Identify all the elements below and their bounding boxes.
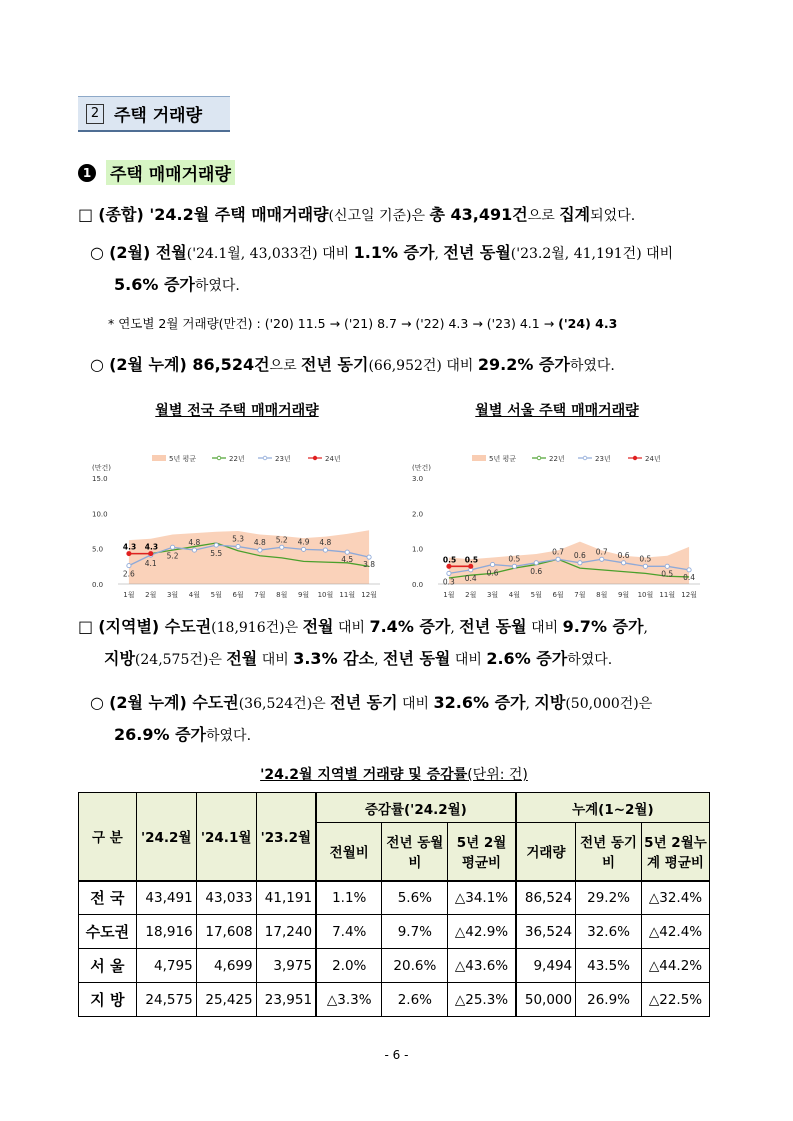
text: 지방: [104, 649, 135, 668]
y-tick-label: 10.0: [92, 510, 108, 519]
data-point: [534, 561, 538, 565]
paragraph-cumulative: [90, 352, 615, 375]
data-label: 0.6: [617, 550, 630, 560]
table-cell: △42.4%: [641, 915, 709, 949]
checkbox-mark: □: [78, 205, 94, 224]
text: 86,524건: [186, 355, 270, 374]
table-cell: 29.2%: [576, 881, 642, 915]
data-label: 4.8: [188, 538, 201, 548]
header-sub3: 5년 2월 평균비: [448, 823, 516, 881]
text: 은: [312, 696, 331, 712]
x-tick-label: 12월: [361, 591, 377, 599]
text: 은: [638, 696, 653, 712]
text: 은: [411, 208, 430, 224]
text: (종합): [98, 205, 144, 224]
text: 은: [284, 620, 303, 636]
page-number: - 6 -: [384, 1048, 409, 1062]
text: 1.1% 증가: [353, 243, 435, 262]
y-tick-label: 15.0: [92, 475, 108, 483]
data-point: [192, 548, 196, 552]
section-header: [78, 96, 230, 132]
text: (신고일 기준): [328, 208, 412, 224]
y-tick-label: 3.0: [412, 475, 424, 483]
x-tick-label: 1월: [443, 591, 455, 599]
text: ('23.2월, 41,191건): [510, 246, 642, 262]
text: (50,000건): [565, 696, 639, 712]
x-tick-label: 4월: [508, 591, 521, 599]
data-label: 4.3: [144, 542, 159, 552]
x-tick-label: 11월: [339, 591, 356, 599]
text: 전년 동월: [382, 649, 451, 668]
paragraph-regional-cont: [104, 646, 612, 669]
legend-label: 22년: [549, 455, 565, 463]
table-cell: 18,916: [136, 915, 196, 949]
text: 3.3% 감소: [293, 649, 375, 668]
table-row: [79, 881, 710, 915]
data-label: 3.8: [363, 560, 376, 570]
legend-marker: [537, 456, 541, 460]
legend-label: 24년: [645, 455, 661, 463]
data-label: 0.4: [683, 572, 696, 582]
section-number: 2: [86, 104, 104, 124]
table-cell: △34.1%: [448, 881, 516, 915]
text: 대비: [257, 652, 294, 668]
text: 되었다.: [590, 208, 636, 224]
x-tick-label: 6월: [552, 591, 564, 599]
data-point: [490, 562, 494, 566]
legend-marker: [633, 456, 637, 460]
legend-marker: [313, 456, 317, 460]
header-sub2: 전년 동월비: [382, 823, 448, 881]
legend-marker: [263, 456, 267, 460]
text: ('24.1월, 43,033건): [186, 246, 318, 262]
table-cell: △25.3%: [448, 983, 516, 1017]
legend-swatch: [152, 455, 166, 461]
data-label: 4.8: [319, 538, 332, 548]
text: 대비: [450, 652, 487, 668]
text: 2.6% 증가: [486, 649, 568, 668]
data-label: 0.7: [552, 547, 565, 557]
note-yearly: [108, 314, 617, 332]
regional-table: [78, 792, 710, 1017]
x-tick-label: 7월: [254, 591, 266, 599]
legend-label: 22년: [229, 455, 245, 463]
table-row: [79, 949, 710, 983]
paragraph-regional-cumulative: [90, 690, 652, 713]
text: 전월: [226, 649, 258, 668]
bullet-mark: ○: [90, 243, 104, 262]
table-cell: 43.5%: [576, 949, 642, 983]
text: 대비: [641, 246, 674, 262]
legend-label: 5년 평균: [489, 455, 516, 463]
table-cell: 4,699: [196, 949, 256, 983]
legend-marker: [217, 456, 221, 460]
data-label: 0.5: [442, 555, 457, 565]
data-label: 0.5: [464, 555, 479, 565]
table-cell: 86,524: [516, 881, 576, 915]
chart-national-svg: [86, 420, 388, 606]
text: 대비: [441, 358, 478, 374]
data-label: 5.2: [166, 551, 179, 561]
table-cell: 43,033: [196, 881, 256, 915]
x-tick-label: 2월: [465, 591, 477, 599]
table-cell: △42.9%: [448, 915, 516, 949]
x-tick-label: 1월: [123, 591, 135, 599]
text: 전년 동월: [459, 617, 527, 636]
paragraph-regional-cumulative-cont: [114, 722, 251, 745]
header-col3: '23.2월: [256, 793, 316, 881]
paragraph-february-cont: [114, 272, 240, 295]
header-col1: '24.2월: [136, 793, 196, 881]
table-cell: 36,524: [516, 915, 576, 949]
data-point: [447, 564, 451, 568]
data-label: 2.6: [122, 569, 135, 579]
paragraph-regional: [78, 614, 648, 637]
table-cell: 23,951: [256, 983, 316, 1017]
y-tick-label: 0.0: [412, 581, 424, 589]
data-label: 0.6: [530, 566, 543, 576]
header-col2: '24.1월: [196, 793, 256, 881]
text: ,: [374, 652, 383, 668]
data-point: [621, 561, 625, 565]
text: ,: [643, 620, 648, 636]
text: 으로: [269, 358, 302, 374]
text: (36,524건): [238, 696, 313, 712]
data-point: [323, 548, 327, 552]
x-tick-label: 8월: [596, 591, 608, 599]
text: 하였다.: [569, 358, 615, 374]
text: 대비: [333, 620, 370, 636]
table-row: [79, 983, 710, 1017]
table-cell: 9.7%: [382, 915, 448, 949]
data-point: [301, 547, 305, 551]
table-cell: 26.9%: [576, 983, 642, 1017]
x-tick-label: 10월: [637, 591, 654, 599]
table-cell: 9,494: [516, 949, 576, 983]
table-cell: 7.4%: [316, 915, 382, 949]
table-cell: 4,795: [136, 949, 196, 983]
data-label: 4.3: [122, 542, 137, 552]
chart-seoul-svg: [406, 420, 708, 606]
data-label: 4.8: [253, 538, 266, 548]
text: 32.6% 증가: [433, 693, 526, 712]
table-cell: 17,608: [196, 915, 256, 949]
legend-label: 23년: [595, 455, 611, 463]
data-label: 4.1: [144, 559, 157, 569]
row-header: 지 방: [79, 983, 137, 1017]
table-row: [79, 915, 710, 949]
header-group-cumulative: 누계(1~2월): [516, 793, 710, 823]
data-point: [236, 544, 240, 548]
row-header: 서 울: [79, 949, 137, 983]
table-cell: 50,000: [516, 983, 576, 1017]
chart-national: [86, 400, 388, 610]
text: (2월 누계): [109, 355, 187, 374]
table-cell: 2.0%: [316, 949, 382, 983]
text: 대비: [526, 620, 563, 636]
legend-label: 5년 평균: [169, 455, 196, 463]
section-title: 주택 거래량: [114, 106, 203, 126]
text: 전년 동월: [443, 243, 511, 262]
data-point: [578, 561, 582, 565]
x-tick-label: 4월: [188, 591, 201, 599]
table-cell: 25,425: [196, 983, 256, 1017]
table-cell: 41,191: [256, 881, 316, 915]
text: 집계: [559, 205, 591, 224]
text: 전월: [150, 243, 187, 262]
table-cell: △3.3%: [316, 983, 382, 1017]
chart-title: 월별 서울 주택 매매거래량: [475, 403, 639, 419]
header-sub6: 5년 2월누계 평균비: [641, 823, 709, 881]
table-cell: △43.6%: [448, 949, 516, 983]
row-header: 전 국: [79, 881, 137, 915]
series-area-5yr-avg: [449, 542, 689, 584]
text: 대비: [397, 696, 434, 712]
table-cell: 3,975: [256, 949, 316, 983]
data-label: 0.4: [464, 573, 477, 583]
text: (24,575건): [134, 652, 209, 668]
header-sub1: 전월비: [316, 823, 382, 881]
text: '24.2월 지역별 거래량 및 증감률: [260, 767, 468, 783]
text: 9.7% 증가: [562, 617, 644, 636]
text: ('24) 4.3: [558, 316, 618, 331]
data-point: [149, 552, 153, 556]
legend-label: 23년: [275, 455, 291, 463]
table-cell: 43,491: [136, 881, 196, 915]
text: 은: [208, 652, 227, 668]
text: ,: [434, 246, 444, 262]
data-point: [127, 552, 131, 556]
series-area-5yr-avg: [129, 530, 369, 584]
data-point: [643, 564, 647, 568]
text: ,: [450, 620, 460, 636]
data-point: [556, 557, 560, 561]
table-cell: 2.6%: [382, 983, 448, 1017]
data-label: 5.5: [210, 549, 223, 559]
header-gubun: 구 분: [79, 793, 137, 881]
table-cell: 32.6%: [576, 915, 642, 949]
text: '24.2월 주택 매매거래량: [143, 205, 329, 224]
y-tick-label: 2.0: [412, 510, 424, 519]
table-caption: [78, 764, 710, 784]
subsection-title: 주택 매매거래량: [106, 160, 235, 185]
table-cell: 1.1%: [316, 881, 382, 915]
text: 대비: [317, 246, 354, 262]
text: 으로: [527, 208, 560, 224]
data-point: [447, 571, 451, 575]
data-label: 0.5: [639, 554, 652, 564]
data-point: [214, 543, 218, 547]
subsection-bullet: 1: [78, 164, 96, 182]
data-point: [512, 564, 516, 568]
x-tick-label: 5월: [210, 591, 222, 599]
table-cell: △44.2%: [641, 949, 709, 983]
row-header: 수도권: [79, 915, 137, 949]
y-tick-label: 5.0: [92, 545, 104, 554]
data-label: 0.7: [595, 547, 608, 557]
text: 전년 동기: [330, 693, 398, 712]
data-label: 0.5: [508, 554, 521, 564]
header-group-change: 증감률('24.2월): [316, 793, 516, 823]
checkbox-mark: □: [78, 617, 94, 636]
y-tick-label: 0.0: [92, 581, 104, 589]
text: (2월): [109, 243, 151, 262]
text: 수도권: [159, 617, 212, 636]
x-tick-label: 10월: [317, 591, 334, 599]
x-tick-label: 9월: [297, 591, 310, 599]
x-tick-label: 12월: [681, 591, 697, 599]
text: 전월: [302, 617, 334, 636]
data-point: [280, 545, 284, 549]
text: 전년 동기: [301, 355, 369, 374]
data-point: [367, 555, 371, 559]
data-label: 4.9: [297, 537, 310, 547]
data-label: 5.3: [232, 534, 245, 544]
chart-title: 월별 전국 주택 매매거래량: [155, 403, 319, 419]
table-cell: △22.5%: [641, 983, 709, 1017]
y-axis-label: (만건): [412, 464, 431, 472]
data-point: [258, 548, 262, 552]
data-point: [665, 564, 669, 568]
data-point: [170, 545, 174, 549]
x-tick-label: 7월: [574, 591, 586, 599]
table-cell: 5.6%: [382, 881, 448, 915]
header-sub4: 거래량: [516, 823, 576, 881]
x-tick-label: 2월: [145, 591, 157, 599]
text: 하였다.: [194, 278, 240, 294]
table-cell: 17,240: [256, 915, 316, 949]
x-tick-label: 3월: [166, 591, 179, 599]
text: 7.4% 증가: [369, 617, 451, 636]
legend-label: 24년: [325, 455, 341, 463]
subsection-header: [78, 160, 235, 185]
y-axis-label: (만건): [92, 464, 111, 472]
data-label: 0.6: [573, 550, 586, 560]
header-sub5: 전년 동기비: [576, 823, 642, 881]
text: 총 43,491건: [429, 205, 528, 224]
text: (18,916건): [211, 620, 285, 636]
text: ,: [525, 696, 535, 712]
legend-marker: [583, 456, 587, 460]
text: 29.2% 증가: [477, 355, 570, 374]
text: (단위: 건): [467, 767, 528, 783]
text: (2월 누계): [109, 693, 187, 712]
data-point: [600, 557, 604, 561]
paragraph-february: [90, 240, 673, 263]
x-tick-label: 5월: [530, 591, 542, 599]
paragraph-summary: [78, 202, 635, 225]
data-label: 4.5: [341, 555, 354, 565]
y-tick-label: 1.0: [412, 545, 424, 554]
bullet-mark: ○: [90, 693, 104, 712]
text: 하였다.: [206, 728, 252, 744]
table-cell: 20.6%: [382, 949, 448, 983]
data-point: [469, 564, 473, 568]
x-tick-label: 6월: [232, 591, 244, 599]
x-tick-label: 3월: [486, 591, 499, 599]
text: 하였다.: [567, 652, 613, 668]
chart-seoul: [406, 400, 708, 610]
bullet-mark: ○: [90, 355, 104, 374]
data-label: 0.6: [486, 568, 499, 578]
text: 26.9% 증가: [114, 725, 206, 744]
data-label: 5.2: [275, 535, 288, 545]
x-tick-label: 9월: [617, 591, 630, 599]
data-point: [687, 568, 691, 572]
data-label: 0.5: [661, 569, 674, 579]
x-tick-label: 11월: [659, 591, 676, 599]
legend-swatch: [472, 455, 486, 461]
text: (지역별): [98, 617, 160, 636]
data-label: 0.3: [442, 577, 455, 587]
text: 5.6% 증가: [114, 275, 195, 294]
text: 지방: [534, 693, 566, 712]
text: (66,952건): [368, 358, 442, 374]
text: * 연도별 2월 거래량(만건) : ('20) 11.5 → ('21) 8.7 → ('22) 4.3 → ('23) 4.1 →: [108, 316, 559, 331]
text: 수도권: [186, 693, 239, 712]
table-cell: 24,575: [136, 983, 196, 1017]
data-point: [345, 550, 349, 554]
data-point: [127, 564, 131, 568]
table-cell: △32.4%: [641, 881, 709, 915]
x-tick-label: 8월: [276, 591, 288, 599]
